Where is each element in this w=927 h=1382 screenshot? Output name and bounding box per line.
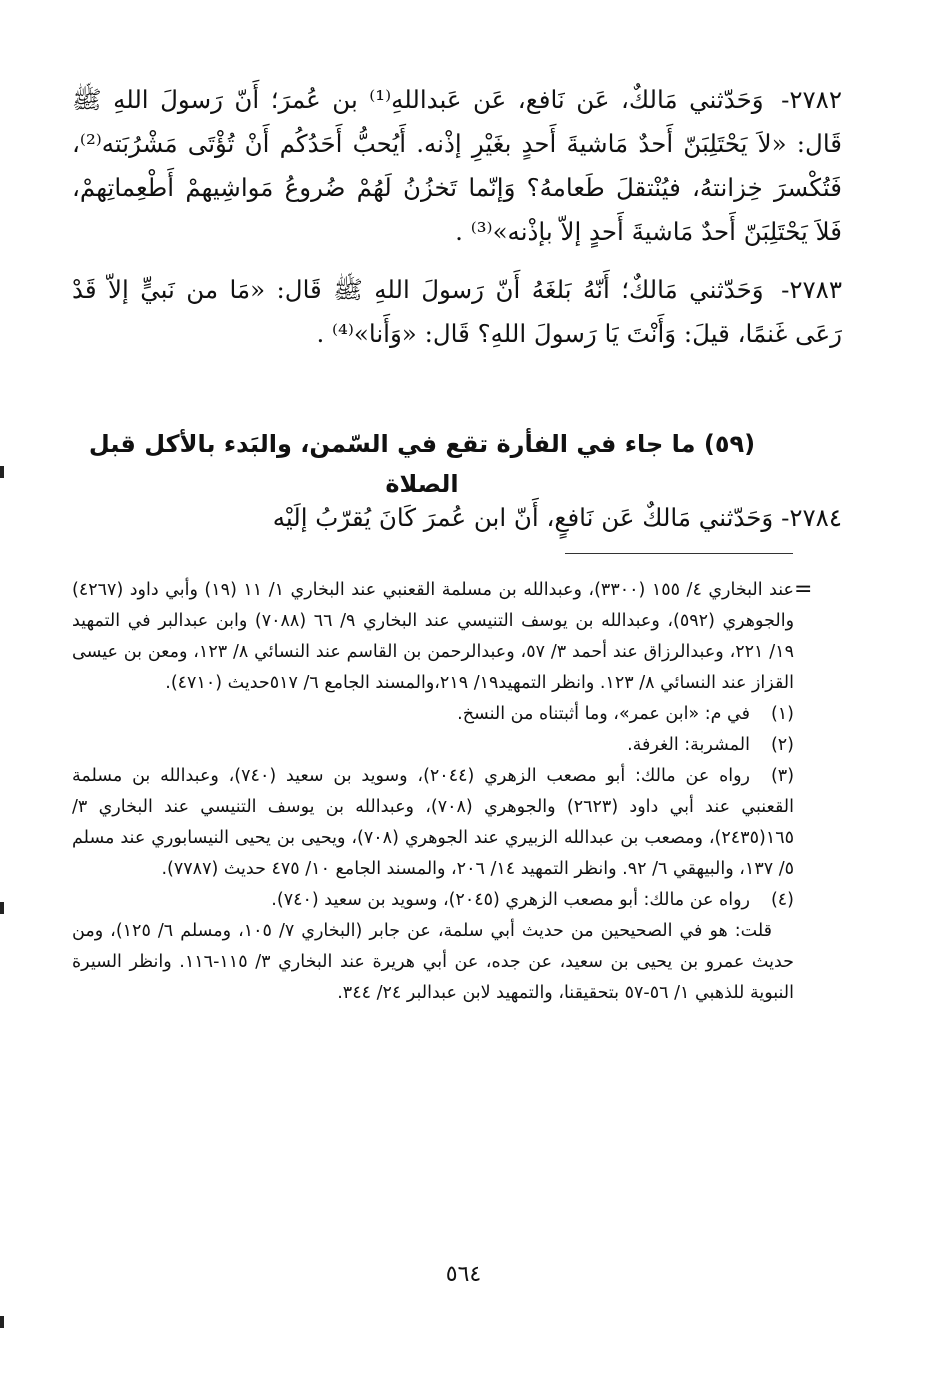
hadith-number: ٢٧٨٢- [781,85,842,114]
footnote-text: في م: «ابن عمر»، وما أثبتناه من النسخ. [457,704,750,724]
footnote-number: (٣) [770,766,795,786]
footnote-number: (٢) [770,735,794,755]
hadith-number: ٢٧٨٤- [781,503,842,532]
footnote-continuation: عند البخاري ٤/ ١٥٥ (٣٣٠٠)، وعبدالله بن مسلمة القعنبي عند البخاري ١/ ١١ (١٩) وأبي داود (٤٢٦٧) والجوهري (٥٩٢)، وعبدالله بن يوسف التنيسي عند البخاري ٩/ ٦٦ (٧٠٨٨) وابن عبدالبر في التمهيد ١٩/ ٢٢١، وعبدالرزاق عند أحمد ٣/ ٥٧، وعبدالرحمن بن القاسم عند النسائي ٨/ ١٢٣، ومعن بن عيسى القزاز عند النسائي ٨/ ١٢٣. وانظر التمهيد١٩/ ٢١٩،والمسند الجامع ٦/ ٥١٧حديث (٤٧١٠). [72,580,795,693]
scan-edge-mark [0,1316,4,1328]
hadith-text: وَحَدّثني مَالكٌ؛ أَنّهُ بَلغَهُ أَنّ رَسولَ اللهِ ﷺ قَال: «مَا من نَبيٍّ إلاّ قَدْ رَعَى غَنمًا، قيلَ: وَأَنْتَ يَا رَسولَ اللهِ؟ قَال: «وَأَنا»⁽⁴⁾ . [72,275,842,348]
main-text [72,78,842,370]
scan-edge-mark [0,902,4,914]
footnotes [72,575,794,1009]
footnote-4-comment: قلت: هو في الصحيحين من حديث أبي سلمة، عن جابر (البخاري ٧/ ١٠٥، ومسلم ٦/ ١٢٥)، ومن حديث عمرو بن يحيى بن سعيد، عن جده، عن أبي هريرة عند البخاري ٣/ ١١٥-١١٦. وانظر السيرة النبوية للذهبي ١/ ٥٦-٥٧ بتحقيقنا، والتمهيد لابن عبدالبر ٢٤/ ٣٤٤. [72,921,794,1003]
footnote-number: (٤) [770,890,794,910]
hadith-text: وَحَدّثني مَالكٌ عَن نَافعٍ، أَنّ ابن عُمرَ كَانَ يُقرّبُ إلَيْه [272,503,774,532]
continuation-mark: = [794,577,813,602]
footnote-text: المشربة: الغرفة. [627,735,750,755]
hadith-2784 [72,496,842,540]
hadith-text: وَحَدّثني مَالكٌ، عَن نَافع، عَن عَبداللهِ⁽¹⁾ بن عُمرَ؛ أَنّ رَسولَ اللهِ ﷺ قَال: «لاَ يَحْتَلِبَنّ أَحدٌ مَاشيةَ أَحدٍ بغَيْرِ إذْنه. أَيُحبُّ أَحَدُكُم أَنْ تُؤْتَى مَشْرُبَته⁽²⁾، فَتُكْسرَ خِزانتهُ، فيُنْتقلَ طَعامهُ؟ وَإنّما تَخزُنُ لَهُمْ ضُروعُ مَواشِيهمْ أَطْعِماتِهمْ، فَلاَ يَحْتَلِبَنّ أَحدٌ مَاشيةَ أَحدٍ إلاّ بإذْنه»⁽³⁾ . [72,85,842,246]
footnote-1 [72,699,794,730]
footnote-separator [565,553,793,554]
footnote-4 [72,885,794,916]
footnote-text: رواه عن مالك: أبو مصعب الزهري (٢٠٤٤)، وسويد بن سعيد (٧٤٠)، وعبدالله بن مسلمة القعنبي عند أبي داود (٢٦٢٣) والجوهري (٧٠٨)، وعبدالله بن يوسف التنيسي عند البخاري ٣/ ١٦٥(٢٤٣٥)، ومصعب بن عبدالله الزبيري عند الجوهري (٧٠٨)، ويحيى بن يحيى النيسابوري عند مسلم ٥/ ١٣٧، والبيهقي ٦/ ٩٢. وانظر التمهيد ١٤/ ٢٠٦، والمسند الجامع ١٠/ ٤٧٥ حديث (٧٧٨٧). [72,766,795,879]
footnote-number: (١) [770,704,794,724]
footnote-3 [72,761,794,885]
page-number: ٥٦٤ [445,1262,482,1287]
hadith-2783 [72,268,842,356]
footnote-text: رواه عن مالك: أبو مصعب الزهري (٢٠٤٥)، وسويد بن سعيد (٧٤٠). [271,890,750,910]
scan-edge-mark [0,466,4,478]
chapter-heading: (٥٩) ما جاء في الفأرة تقع في السّمن، والبَدء بالأكل قبل الصلاة [88,430,756,498]
footnote-2 [72,730,794,761]
hadith-2782 [72,78,842,254]
hadith-number: ٢٧٨٣- [781,275,842,304]
